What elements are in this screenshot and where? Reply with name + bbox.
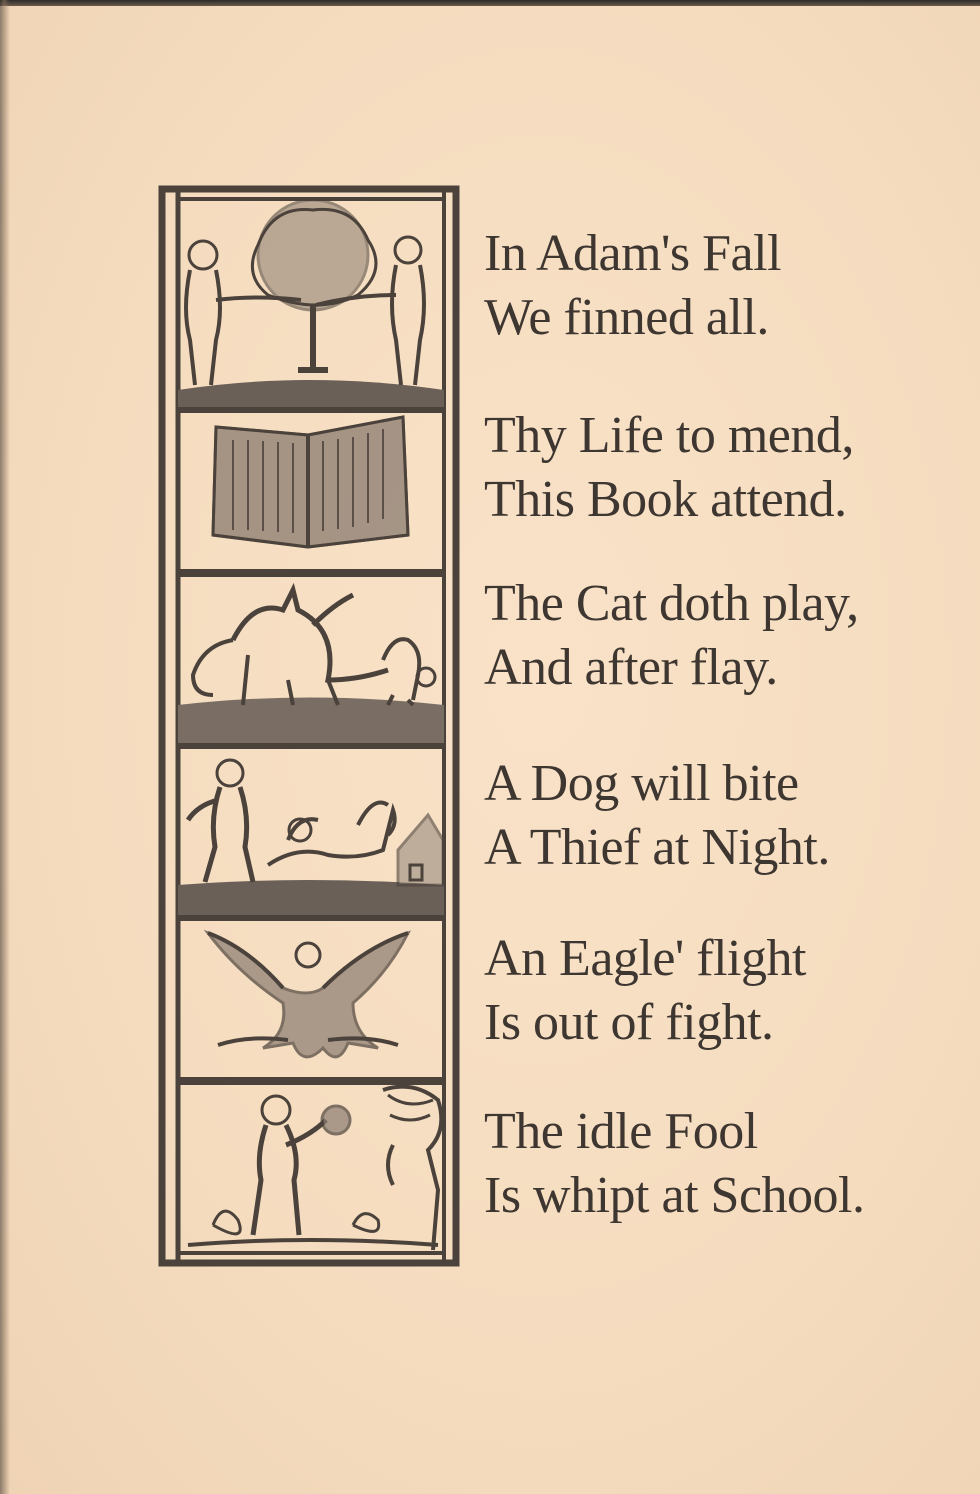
verse-5-line-2: Is out of fight.: [484, 994, 774, 1051]
verse-2-line-2: This Book attend.: [484, 471, 847, 528]
verse-1-line-2: We finned all.: [484, 289, 769, 346]
verse-2: [484, 404, 954, 532]
open-book-woodcut: [178, 411, 444, 571]
verse-3-line-1: The Cat doth play,: [484, 575, 859, 632]
verse-1-line-1: In Adam's Fall: [484, 225, 782, 282]
verse-4-line-1: A Dog will bite: [484, 755, 799, 812]
verse-4-line-2: A Thief at Night.: [484, 819, 830, 876]
page-top-edge: [0, 0, 980, 6]
binding-gutter: [0, 0, 10, 1494]
verse-5-line-1: An Eagle' flight: [484, 930, 806, 987]
cat-mouse-woodcut: [178, 575, 444, 743]
verse-1: [484, 222, 954, 350]
verse-6-line-1: The idle Fool: [484, 1103, 758, 1160]
verse-4: [484, 752, 954, 880]
dog-thief-woodcut: [178, 747, 444, 915]
idle-fool-woodcut: [178, 1083, 444, 1253]
verse-2-line-1: Thy Life to mend,: [484, 407, 854, 464]
verse-3: [484, 572, 954, 700]
verse-6: [484, 1100, 954, 1228]
eagle-woodcut: [178, 919, 444, 1079]
verse-3-line-2: And after flay.: [484, 639, 778, 696]
woodcut-illustration-strip: [158, 185, 460, 1267]
adam-eve-tree-woodcut: [178, 199, 444, 407]
verse-5: [484, 927, 954, 1055]
verse-6-line-2: Is whipt at School.: [484, 1167, 865, 1224]
